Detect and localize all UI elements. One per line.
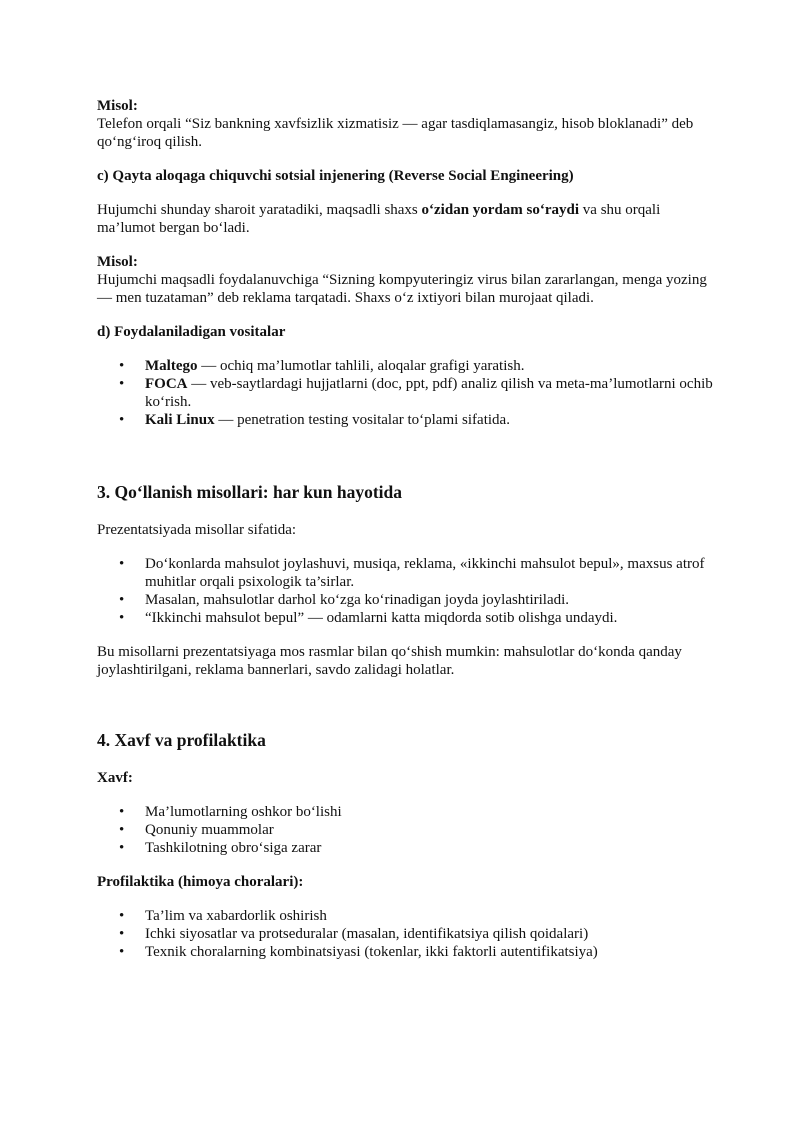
list-item-text: Qonuniy muammolar: [145, 822, 274, 838]
list-item: [97, 943, 717, 961]
list-item-text: Ichki siyosatlar va protseduralar (masalan, identifikatsiya qilish qoidalari): [145, 926, 589, 942]
list-item-text: “Ikkinchi mahsulot bepul” — odamlarni katta miqdorda sotib olishga undaydi.: [145, 610, 618, 626]
list-item: [97, 839, 717, 857]
tool-name: Kali Linux: [145, 412, 215, 428]
risks-list: [97, 803, 717, 857]
document-page: [97, 97, 717, 977]
paragraph-emphasis: o‘zidan yordam so‘raydi: [421, 202, 580, 218]
prevention-label: Profilaktika (himoya choralari):: [97, 874, 304, 890]
list-item-text: Ta’lim va xabardorlik oshirish: [145, 908, 327, 924]
list-item-text: Tashkilotning obro‘siga zarar: [145, 840, 322, 856]
list-item: [97, 821, 717, 839]
list-item-text: Masalan, mahsulotlar darhol ko‘zga ko‘rinadigan joyda joylashtiriladi.: [145, 592, 570, 608]
list-item: [97, 907, 717, 925]
tool-name: FOCA: [145, 376, 188, 392]
bullet-icon: •: [119, 358, 125, 374]
bullet-icon: •: [119, 610, 125, 626]
list-item: [97, 375, 717, 411]
bullet-icon: •: [119, 804, 125, 820]
list-item: [97, 357, 717, 375]
tool-description: — penetration testing vositalar to‘plami sifatida.: [214, 412, 510, 428]
example-label: Misol:: [97, 98, 138, 114]
example-block-1: [97, 97, 717, 151]
bullet-icon: •: [119, 926, 125, 942]
section-3-heading: 3. Qo‘llanish misollari: har kun hayotida: [97, 482, 403, 502]
list-item: [97, 609, 717, 627]
risk-label: Xavf:: [97, 770, 133, 786]
example-text: Telefon orqali “Siz bankning xavfsizlik xizmatisiz — agar tasdiqlamasangiz, hisob bloklanadi” deb qo‘ng‘iroq qilish.: [97, 116, 694, 150]
section-3-intro: Prezentatsiyada misollar sifatida:: [97, 522, 297, 538]
bullet-icon: •: [119, 840, 125, 856]
tool-name: Maltego: [145, 358, 198, 374]
section-d-heading: d) Foydalaniladigan vositalar: [97, 324, 286, 340]
tool-description: — ochiq ma’lumotlar tahlili, aloqalar grafigi yaratish.: [197, 358, 525, 374]
list-item: [97, 411, 717, 429]
list-item: [97, 803, 717, 821]
example-label: Misol:: [97, 254, 138, 270]
bullet-icon: •: [119, 376, 125, 392]
paragraph-text: va shu orqali ma’lumot bergan bo‘ladi.: [97, 202, 661, 236]
paragraph-text: Hujumchi shunday sharoit yaratadiki, maqsadli shaxs: [97, 202, 422, 218]
bullet-icon: •: [119, 412, 125, 428]
section-c-heading: c) Qayta aloqaga chiquvchi sotsial injenering (Reverse Social Engineering): [97, 168, 574, 184]
bullet-icon: •: [119, 822, 125, 838]
list-item-text: Ma’lumotlarning oshkor bo‘lishi: [145, 804, 342, 820]
list-item: [97, 591, 717, 609]
section-c-paragraph: [97, 201, 717, 237]
tool-description: — veb-saytlardagi hujjatlarni (doc, ppt, pdf) analiz qilish va meta-ma’lumotlarni ochib ko‘rish.: [145, 376, 713, 410]
bullet-icon: •: [119, 908, 125, 924]
bullet-icon: •: [119, 944, 125, 960]
list-item-text: Texnik choralarning kombinatsiyasi (tokenlar, ikki faktorli autentifikatsiya): [145, 944, 598, 960]
list-item: [97, 555, 717, 591]
example-text: Hujumchi maqsadli foydalanuvchiga “Sizning kompyuteringiz virus bilan zararlangan, menga yozing — men tuzataman” deb reklama tarqatadi. Shaxs o‘z ixtiyori bilan murojaat qiladi.: [97, 272, 707, 306]
section-3-closing: Bu misollarni prezentatsiyaga mos rasmlar bilan qo‘shish mumkin: mahsulotlar do‘konda qanday joylashtirilgani, reklama bannerlari, savdo zalidagi holatlar.: [97, 644, 682, 678]
bullet-icon: •: [119, 556, 125, 572]
example-block-2: [97, 253, 717, 307]
prevention-list: [97, 907, 717, 961]
examples-list: [97, 555, 717, 627]
list-item: [97, 925, 717, 943]
section-4-heading: 4. Xavf va profilaktika: [97, 730, 266, 750]
list-item-text: Do‘konlarda mahsulot joylashuvi, musiqa, reklama, «ikkinchi mahsulot bepul», maxsus atrof muhitlar orqali psixologik ta’sirlar.: [145, 556, 705, 590]
bullet-icon: •: [119, 592, 125, 608]
tools-list: [97, 357, 717, 429]
